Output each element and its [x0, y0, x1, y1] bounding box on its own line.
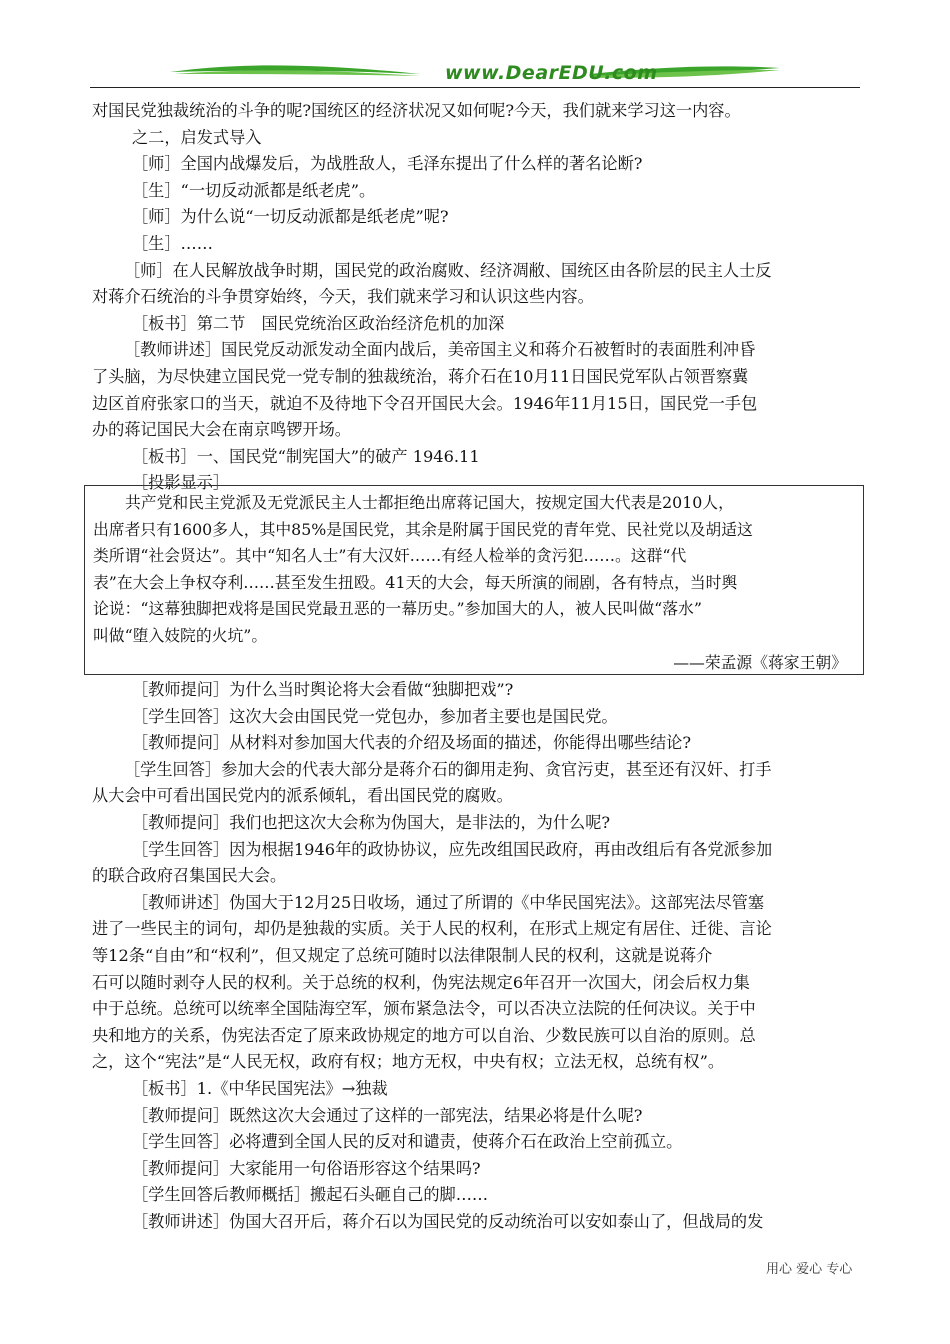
- paragraph-line: ［教师提问］大家能用一句俗语形容这个结果吗?: [132, 1158, 481, 1178]
- paragraph-line: ［师］全国内战爆发后，为战胜敌人，毛泽东提出了什么样的著名论断?: [132, 154, 643, 174]
- paragraph-line: ［生］“一切反动派都是纸老虎”。: [132, 180, 376, 200]
- paragraph-line: 边区首府张家口的当天，就迫不及待地下令召开国民大会。1946年11月15日，国民党一手包: [92, 393, 758, 413]
- paragraph-line: 之二，启发式导入: [132, 127, 262, 147]
- paragraph-line: 的联合政府召集国民大会。: [92, 866, 287, 886]
- quote-line: 类所谓“社会贤达”。其中“知名人士”有大汉奸……有经人检举的贪污犯……。这群“代: [93, 546, 687, 566]
- paragraph-line: ［教师讲述］伪国大召开后，蒋介石以为国民党的反动统治可以安如泰山了，但战局的发: [132, 1211, 764, 1231]
- quote-line: 论说：“这幕独脚把戏将是国民党最丑恶的一幕历史。”参加国大的人，被人民叫做“落水”: [93, 599, 702, 619]
- paragraph-line: 了头脑，为尽快建立国民党一党专制的独裁统治，蒋介石在10月11日国民党军队占领晋察冀: [92, 366, 749, 386]
- paragraph-line: ［教师讲述］伪国大于12月25日收场，通过了所谓的《中华民国宪法》。这部宪法尽管塞: [132, 892, 765, 912]
- paragraph-line: ［投影显示］: [132, 473, 230, 493]
- paragraph-line: ［师］在人民解放战争时期，国民党的政治腐败、经济凋敝、国统区由各阶层的民主人士反: [124, 260, 772, 280]
- paragraph-line: ［师］为什么说“一切反动派都是纸老虎”呢?: [132, 207, 449, 227]
- paragraph-line: ［教师提问］为什么当时舆论将大会看做“独脚把戏”?: [132, 680, 514, 699]
- page-footer: 用心 爱心 专心: [766, 1262, 853, 1277]
- paragraph-line: 从大会中可看出国民党内的派系倾轧，看出国民党的腐败。: [92, 786, 513, 806]
- site-header: [90, 58, 860, 88]
- paragraph-line: ［生］……: [132, 233, 213, 253]
- paragraph-line: 央和地方的关系，伪宪法否定了原来政协规定的地方可以自治、少数民族可以自治的原则。总: [92, 1025, 756, 1045]
- quote-line: 叫做“堕入妓院的火坑”。: [93, 625, 268, 645]
- paragraph-line: ［学生回答］必将遭到全国人民的反对和谴责，使蒋介石在政治上空前孤立。: [132, 1132, 683, 1152]
- paragraph-line: ［教师提问］我们也把这次大会称为伪国大，是非法的，为什么呢?: [132, 812, 611, 832]
- paragraph-line: 对蒋介石统治的斗争贯穿始终，今天，我们就来学习和认识这些内容。: [92, 287, 594, 307]
- paragraph-line: ［教师提问］从材料对参加国大代表的介绍及场面的描述，你能得出哪些结论?: [132, 733, 692, 753]
- paragraph-line: ［板书］1.《中华民国宪法》→独裁: [132, 1078, 388, 1098]
- paragraph-line: ［板书］第二节 国民党统治区政治经济危机的加深: [132, 313, 505, 333]
- site-logo-text[interactable]: www.DearEDU.com: [445, 62, 658, 84]
- quote-line: 共产党和民主党派及无党派民主人士都拒绝出席蒋记国大，按规定国大代表是2010人，: [125, 493, 734, 512]
- quote-line: 表”在大会上争权夺利……甚至发生扭殴。41天的大会，每天所演的闹剧，各有特点，当时舆: [93, 572, 738, 592]
- paragraph-line: 之，这个“宪法”是“人民无权，政府有权；地方无权，中央有权；立法无权，总统有权”。: [92, 1052, 725, 1072]
- paragraph-line: ［学生回答］参加大会的代表大部分是蒋介石的御用走狗、贪官污吏，甚至还有汉奸、打手: [124, 759, 772, 779]
- projection-quote-box: [84, 485, 864, 675]
- paragraph-line: ［教师提问］既然这次大会通过了这样的一部宪法，结果必将是什么呢?: [132, 1105, 643, 1125]
- document-body-top: [92, 98, 862, 497]
- paragraph-line: ［学生回答］因为根据1946年的政协协议，应先改组国民政府，再由改组后有各党派参加: [132, 839, 773, 859]
- paragraph-line: 等12条“自由”和“权利”，但又规定了总统可随时以法律限制人民的权利，这就是说蒋介: [92, 945, 713, 965]
- document-body-bottom: [92, 677, 862, 1235]
- paragraph-line: ［板书］一、国民党“制宪国大”的破产 1946.11: [132, 446, 480, 466]
- paragraph-line: 中于总统。总统可以统率全国陆海空军，颁布紧急法令，可以否决立法院的任何决议。关于中: [92, 999, 756, 1019]
- header-divider: [90, 87, 860, 88]
- paragraph-line: ［教师讲述］国民党反动派发动全面内战后，美帝国主义和蒋介石被暂时的表面胜利冲昏: [124, 340, 756, 360]
- paragraph-line: 对国民党独裁统治的斗争的呢?国统区的经济状况又如何呢?今天，我们就来学习这一内容。: [92, 101, 741, 120]
- quote-source: ——荣孟源《蒋家王朝》: [673, 652, 847, 672]
- quote-line: 出席者只有1600多人，其中85%是国民党，其余是附属于国民党的青年党、民社党以及胡适这: [93, 519, 753, 539]
- paragraph-line: 石可以随时剥夺人民的权利。关于总统的权利，伪宪法规定6年召开一次国大，闭会后权力集: [92, 972, 750, 992]
- paragraph-line: ［学生回答后教师概括］搬起石头砸自己的脚……: [132, 1185, 489, 1205]
- paragraph-line: ［学生回答］这次大会由国民党一党包办，参加者主要也是国民党。: [132, 706, 618, 726]
- paragraph-line: 进了一些民主的词句，却仍是独裁的实质。关于人民的权利，在形式上规定有居住、迁徙、言论: [92, 919, 772, 939]
- paragraph-line: 办的蒋记国民大会在南京鸣锣开场。: [92, 420, 351, 440]
